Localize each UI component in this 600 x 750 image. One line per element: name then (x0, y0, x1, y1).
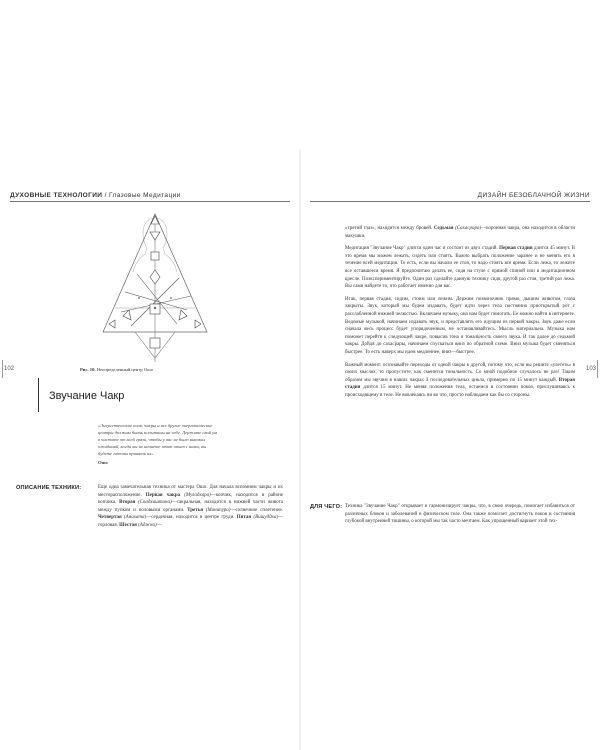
paragraph-seventh-chakra (345, 225, 575, 240)
page-number-right: 103 (585, 366, 596, 372)
quote-text: «Энергетические поля, чакры и все другие энергетические центры должны быть испытаны на себе. Держите свой ум в чистоте от всей грязи, чтобы у вас не было никаких ожиданий, когда вы их начнете этот опыт с нами, вы будете готовы принять их» (98, 423, 217, 456)
second-chakra-term: Вторая (119, 500, 136, 506)
paragraph-purpose: Техника "Звучание Чакр" открывает и гармонизирует чакры, что, в свою очередь, помогает избавиться от различных блоков и заболеваний в физическом теле. Она также помогает достигнуть покоя и состояния глубокой внутренней тишины, о которой мы так часто мечтаем. Как упрощенный вариант этой тех- (345, 504, 575, 525)
fourth-chakra-name: (Анахата) (121, 515, 147, 521)
third-chakra-term: Третья (187, 507, 204, 513)
text-run: —солнечное сплетение. (230, 507, 283, 513)
figure-caption-number: Рис. 10. (80, 367, 96, 372)
technique-paragraph (98, 484, 283, 530)
figure-caption (80, 367, 153, 372)
page-edge-mark-left (2, 360, 3, 378)
page-number-left: 102 (4, 366, 15, 372)
purpose-body (345, 503, 575, 531)
fifth-chakra-term: Пятая (236, 515, 252, 521)
paragraph-first-stage (345, 245, 575, 291)
quote-author: Ошо (98, 460, 108, 465)
chakra-diagram-figure (95, 212, 215, 368)
text-run: Медитация "Звучание Чакр" длится один час и состоит из двух стадий. (345, 246, 500, 252)
header-rule-right (310, 201, 590, 202)
running-head-right: ДИЗАЙН БЕЗОБЛАЧНОЙ ЖИЗНИ (477, 192, 590, 199)
text-run: «третий глаз», находится между бровей. (345, 226, 434, 231)
header-rule-left (10, 201, 290, 202)
sixth-chakra-term: Шестая (119, 522, 137, 528)
sixth-chakra-name: (Аджна) (136, 522, 157, 528)
first-stage-term: Первая стадия (499, 246, 533, 252)
fourth-chakra-term: Четвертая (98, 515, 122, 521)
second-stage-term: Вторая стадия (345, 377, 575, 391)
text-run: длится 45 минут. В это время мы можем лежать, сидеть или стоять. Важно выбрать положение заранее и не менять его в течение всей медитации. То есть, если вы начали ее стоя, то надо стоять все время. Если лежа, то лежите все оставшееся время. Я предпочитаю делать ее, сидя на стуле с прямой спиной или в медитационном кресле. Поэкспериментируйте. Один раз сделайте данную технику сидя, другой раз стоя, третий раз лежа. Вы сами найдете то, что работает именно для вас. (345, 246, 576, 290)
paragraph-important (345, 362, 575, 400)
text-run: —коронная чакра, она находится в области макушки. (345, 226, 576, 239)
section-title-block (38, 378, 289, 412)
seventh-chakra-term: Седьмая (433, 226, 454, 231)
running-head-bold: ДУХОВНЫЕ ТЕХНОЛОГИИ (10, 192, 103, 199)
section-title: Звучание Чакр (49, 390, 125, 402)
running-head-subtitle: Глазовые Медитации (108, 192, 181, 199)
first-chakra-name: (Муладхара) (180, 492, 211, 498)
technique-label: ОПИСАНИЕ ТЕХНИКИ: (16, 485, 82, 491)
running-head-separator: / (102, 192, 109, 199)
text-run: —сакральная, находится в нижней части живота между пупком и половыми органами. (98, 500, 283, 513)
technique-description (98, 484, 283, 535)
text-run: Еще одна замечательная техника от мастера Ошо. Для начала вспомним чакры и их месторасположение. (98, 485, 283, 498)
book-gutter (299, 150, 301, 750)
text-run: — (156, 522, 162, 528)
text-run: —копчик, находится в районе копчика. (98, 492, 283, 506)
fifth-chakra-name: (Вишуддха) (251, 515, 278, 521)
purpose-label: ДЛЯ ЧЕГО: (310, 504, 343, 510)
second-chakra-name: (Свадхиштана) (135, 500, 172, 506)
paragraph-procedure: Итак, первая стадия, сидим, стоим или лежим. Держим позвоночник прямо, дышим животом, глаза закрыты. Звук, который мы будем издавать, будет идти через тело постоянно приоткрытый рот с расслабленной нижней челюстью. Включаем музыку, она нам будет помогать. Ее можно найти в интернете. Ведомые музыкой, начинаем издавать звук, и представлять его идущим из первой чакры. Звук даже если сначала весь процесс будет упорядоченным, не останавливайтесь. Мысль материальна. Музыка нам поможет перейти к следующей чакре, повысив тона и тональность своего звука. И так далее до седьмой чакры. Дойдя до сахасрары, начинаем спускаться вниз по обратной схеме. Вниз музыка будет сменяться быстрее. То есть наверх мы идем медленнее, вниз—быстрее. (345, 296, 575, 355)
figure-caption-text: Неопределенный центр Ошо (96, 367, 154, 372)
first-chakra-term: Первая чакра (145, 492, 181, 498)
text-run: —сердечная, находится в центре груди. (146, 515, 237, 521)
third-chakra-name: (Манипура) (203, 507, 231, 513)
text-run: —горловая. (98, 515, 283, 528)
text-run: длится 15 минут. Не меняя положения тела, остаемся в состоянии покоя, прислушиваясь к происходящему в теле. Не вовлекаясь ни во что, просто наблюдаем как бы со стороны. (345, 385, 575, 398)
text-run: Важный момент: осознавайте переходы от одной чакры к другой, потому что, если вы решите «улететь» в своих мыслях, то пропустите, как сменится тональность. Со мной подобное случалось не раз! Таким образом мы звучим в наших чакрах 3 последовательных цикла, примерно по 15 минут каждый. (345, 362, 575, 383)
running-head-left (10, 192, 181, 199)
epigraph-quote (98, 422, 218, 466)
page-edge-mark-right (597, 360, 598, 378)
right-page-body (345, 225, 575, 404)
seventh-chakra-name: (Сахасрара) (453, 226, 482, 231)
